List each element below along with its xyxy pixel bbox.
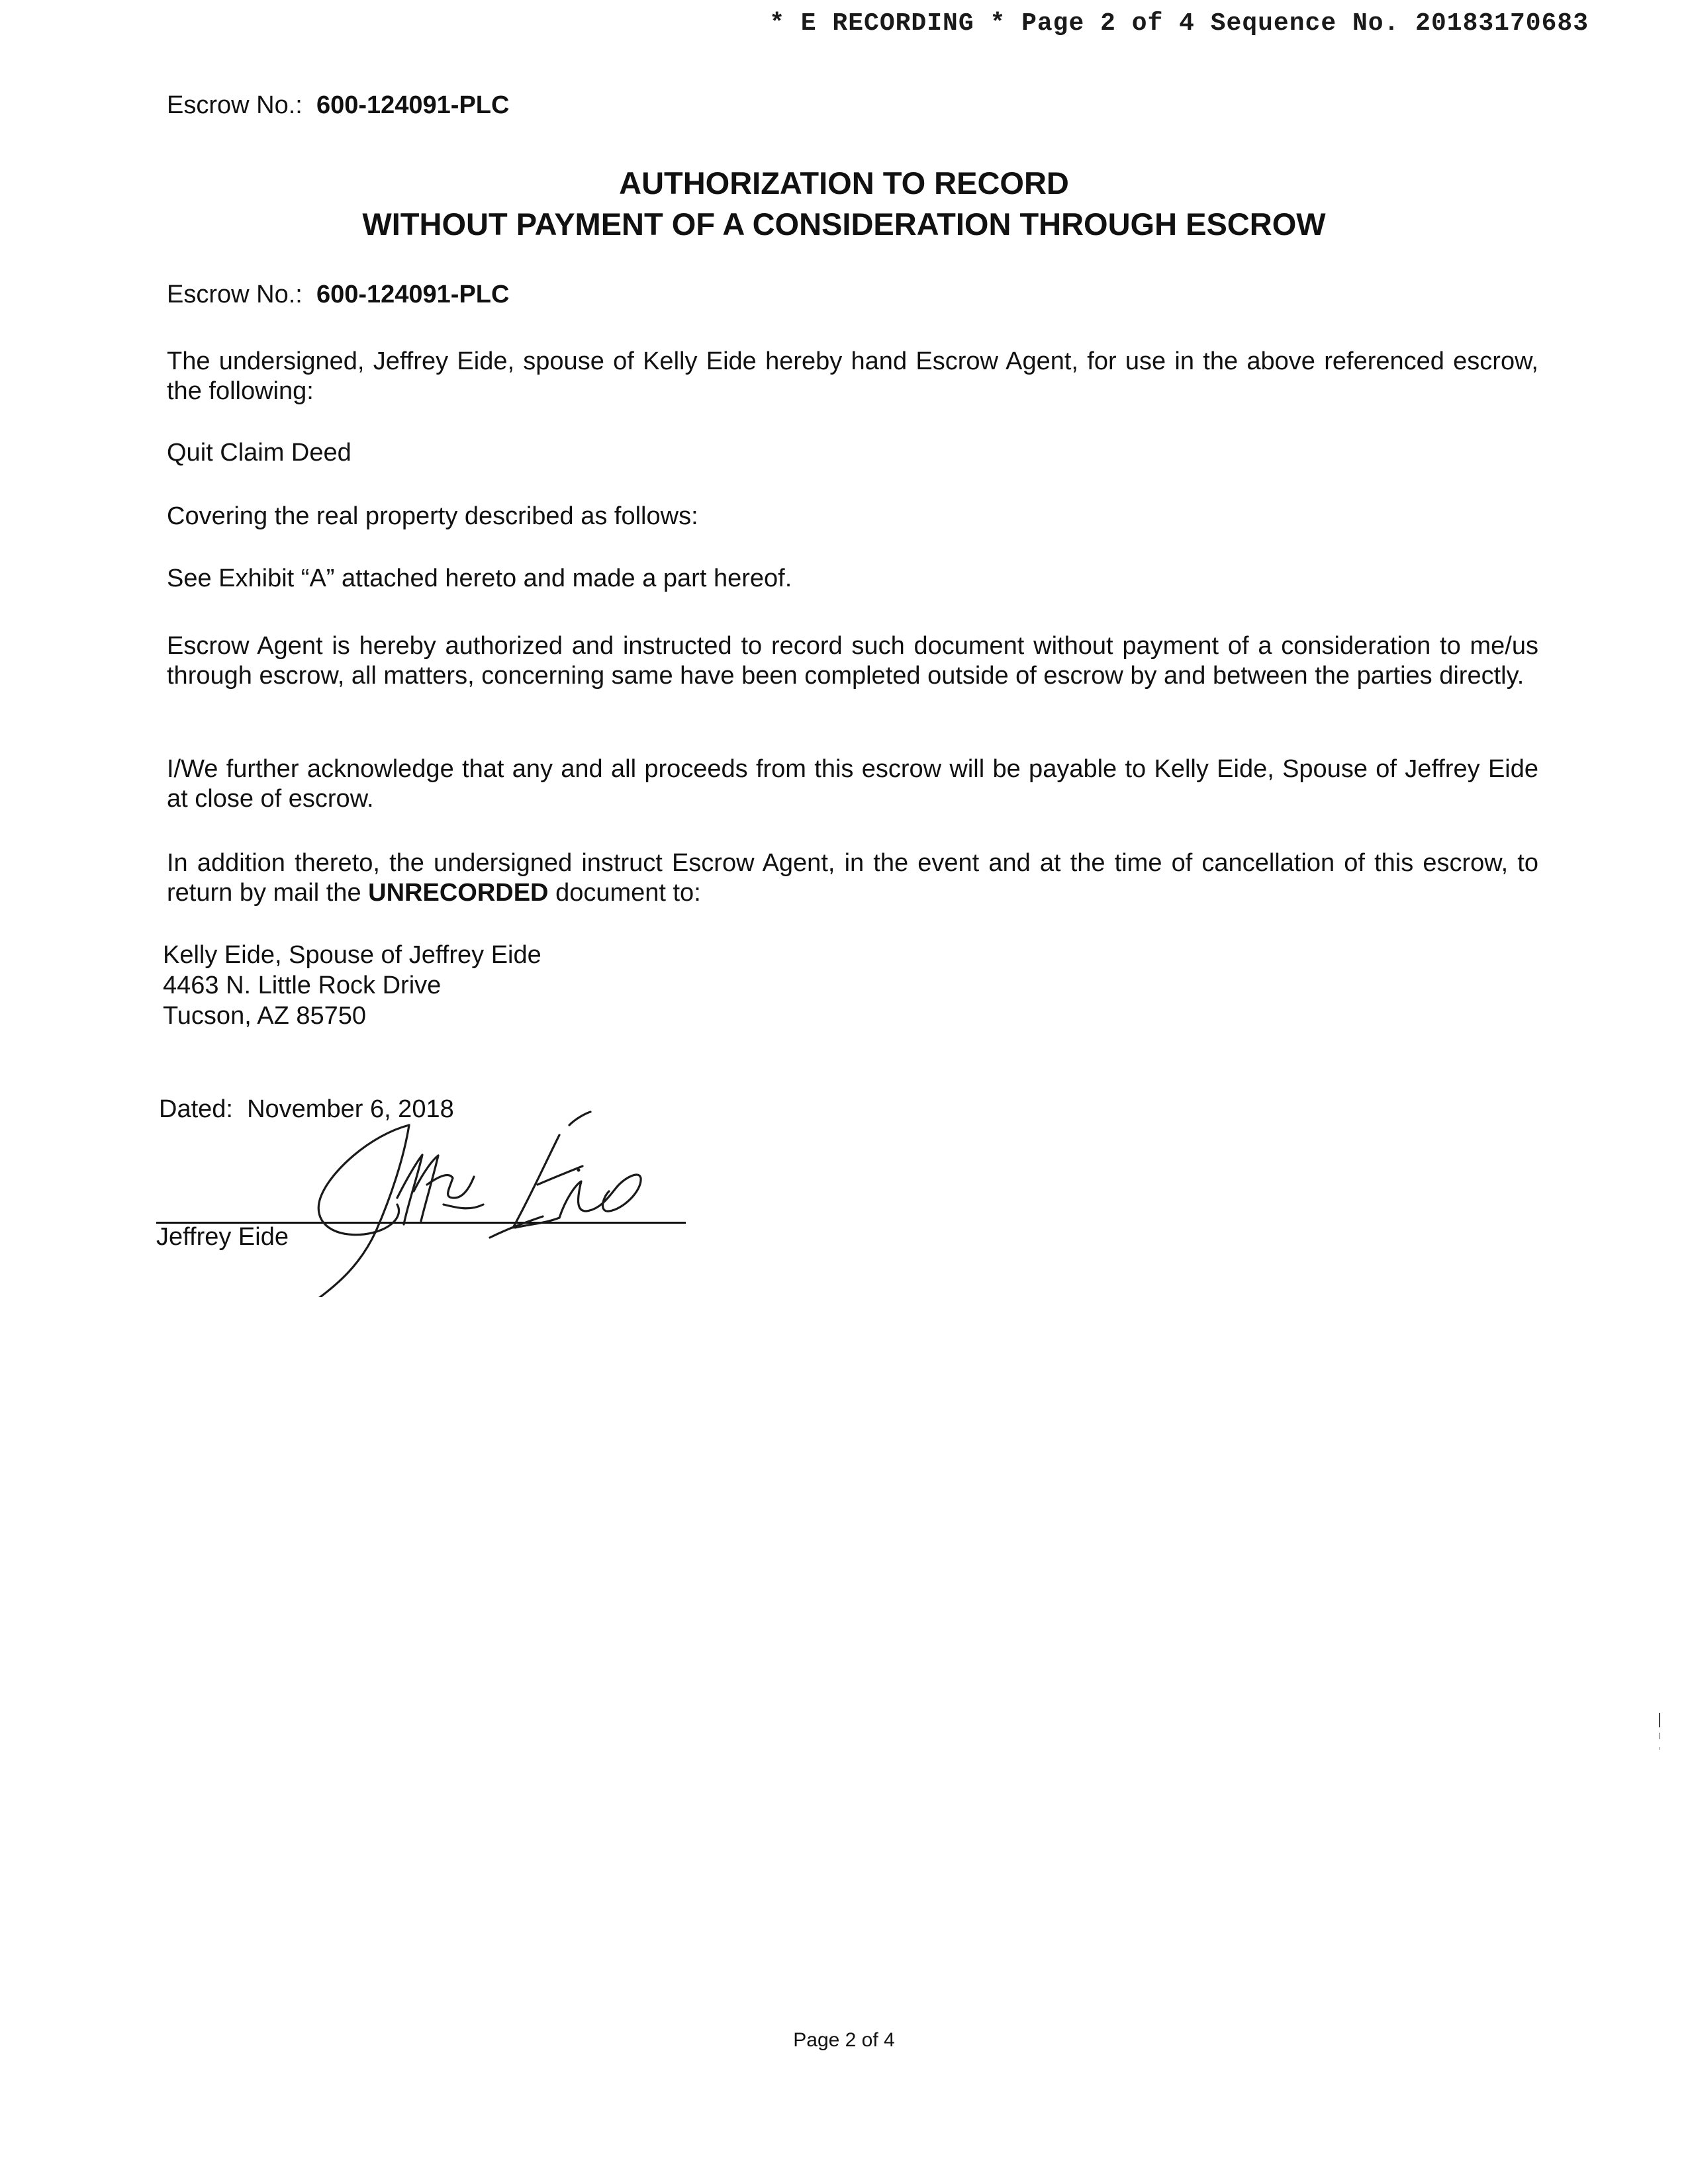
exhibit-paragraph: See Exhibit “A” attached hereto and made a part hereof. <box>167 565 792 592</box>
scan-mark <box>1659 1713 1660 1752</box>
authorization-paragraph: Escrow Agent is hereby authorized and instructed to record such document without payment of a consideration to me/us through escrow, all matters, concerning same have been completed outside of escrow by and between the parties directly. <box>167 632 1538 690</box>
escrow-number: 600-124091-PLC <box>316 281 510 308</box>
address-street: 4463 N. Little Rock Drive <box>163 972 442 999</box>
address-city: Tucson, AZ 85750 <box>163 1002 367 1030</box>
unrecorded-emphasis: UNRECORDED <box>368 879 549 907</box>
title-line-2: WITHOUT PAYMENT OF A CONSIDERATION THROUGH ESCROW <box>362 206 1326 242</box>
document-type: Quit Claim Deed <box>167 439 352 467</box>
dated-label: Dated: <box>159 1095 233 1123</box>
proceeds-paragraph: I/We further acknowledge that any and all proceeds from this escrow will be payable to Kelly Eide, Spouse of Jeffrey Eide at close of escrow. <box>167 755 1538 813</box>
escrow-number: 600-124091-PLC <box>316 91 510 119</box>
recording-header: * E RECORDING * Page 2 of 4 Sequence No. 20183170683 <box>769 9 1589 38</box>
signer-name: Jeffrey Eide <box>156 1223 289 1251</box>
escrow-number-body <box>167 281 509 309</box>
handwritten-signature <box>291 1099 728 1297</box>
cancellation-paragraph <box>167 848 1538 908</box>
escrow-label: Escrow No.: <box>167 91 303 119</box>
return-address <box>163 940 541 1031</box>
dated-date: November 6, 2018 <box>247 1095 454 1123</box>
cancellation-text-end: document to: <box>555 879 701 907</box>
title-line-1: AUTHORIZATION TO RECORD <box>619 165 1069 201</box>
intro-paragraph: The undersigned, Jeffrey Eide, spouse of Kelly Eide hereby hand Escrow Agent, for use in the above referenced escrow, the following: <box>167 347 1538 405</box>
cancellation-text: In addition thereto, the undersigned instruct Escrow Agent, in the event and at the time of cancellation of this escrow, to return by mail the <box>167 849 1538 907</box>
covering-paragraph: Covering the real property described as follows: <box>167 502 698 530</box>
document-title <box>0 163 1688 245</box>
escrow-number-top <box>167 91 509 120</box>
address-name: Kelly Eide, Spouse of Jeffrey Eide <box>163 941 541 969</box>
page-number-footer: Page 2 of 4 <box>793 2029 895 2051</box>
escrow-label: Escrow No.: <box>167 281 303 308</box>
